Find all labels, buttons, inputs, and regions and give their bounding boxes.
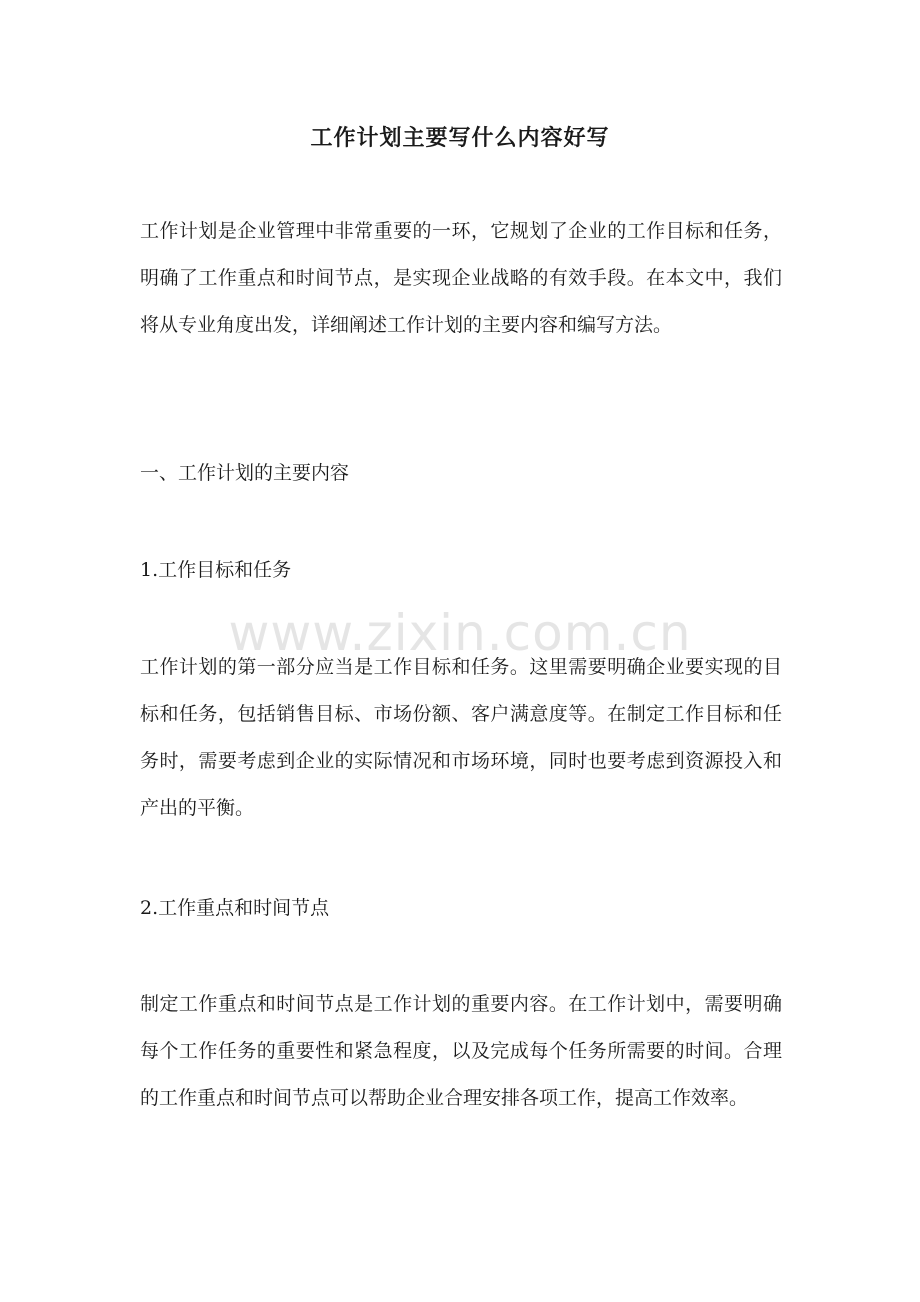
- intro-paragraph: 工作计划是企业管理中非常重要的一环，它规划了企业的工作目标和任务，明确了工作重点和时间节点，是实现企业战略的有效手段。在本文中，我们将从专业角度出发，详细阐述工作计划的主要内容和编写方法。: [140, 220, 782, 336]
- watermark: www.zixin.com.cn: [228, 604, 692, 662]
- section-heading: 一、工作计划的主要内容: [140, 462, 350, 484]
- subsection-heading-1: 1.工作目标和任务: [140, 559, 292, 581]
- page-title: 工作计划主要写什么内容好写: [310, 125, 610, 151]
- subsection-heading-2: 2.工作重点和时间节点: [140, 897, 330, 919]
- subsection-paragraph-2: 制定工作重点和时间节点是工作计划的重要内容。在工作计划中，需要明确每个工作任务的重要性和紧急程度，以及完成每个任务所需要的时间。合理的工作重点和时间节点可以帮助企业合理安排各项工作，提高工作效率。: [140, 993, 782, 1109]
- subsection-paragraph-1: 工作计划的第一部分应当是工作目标和任务。这里需要明确企业要实现的目标和任务，包括销售目标、市场份额、客户满意度等。在制定工作目标和任务时，需要考虑到企业的实际情况和市场环境，同时也要考虑到资源投入和产出的平衡。: [140, 656, 782, 819]
